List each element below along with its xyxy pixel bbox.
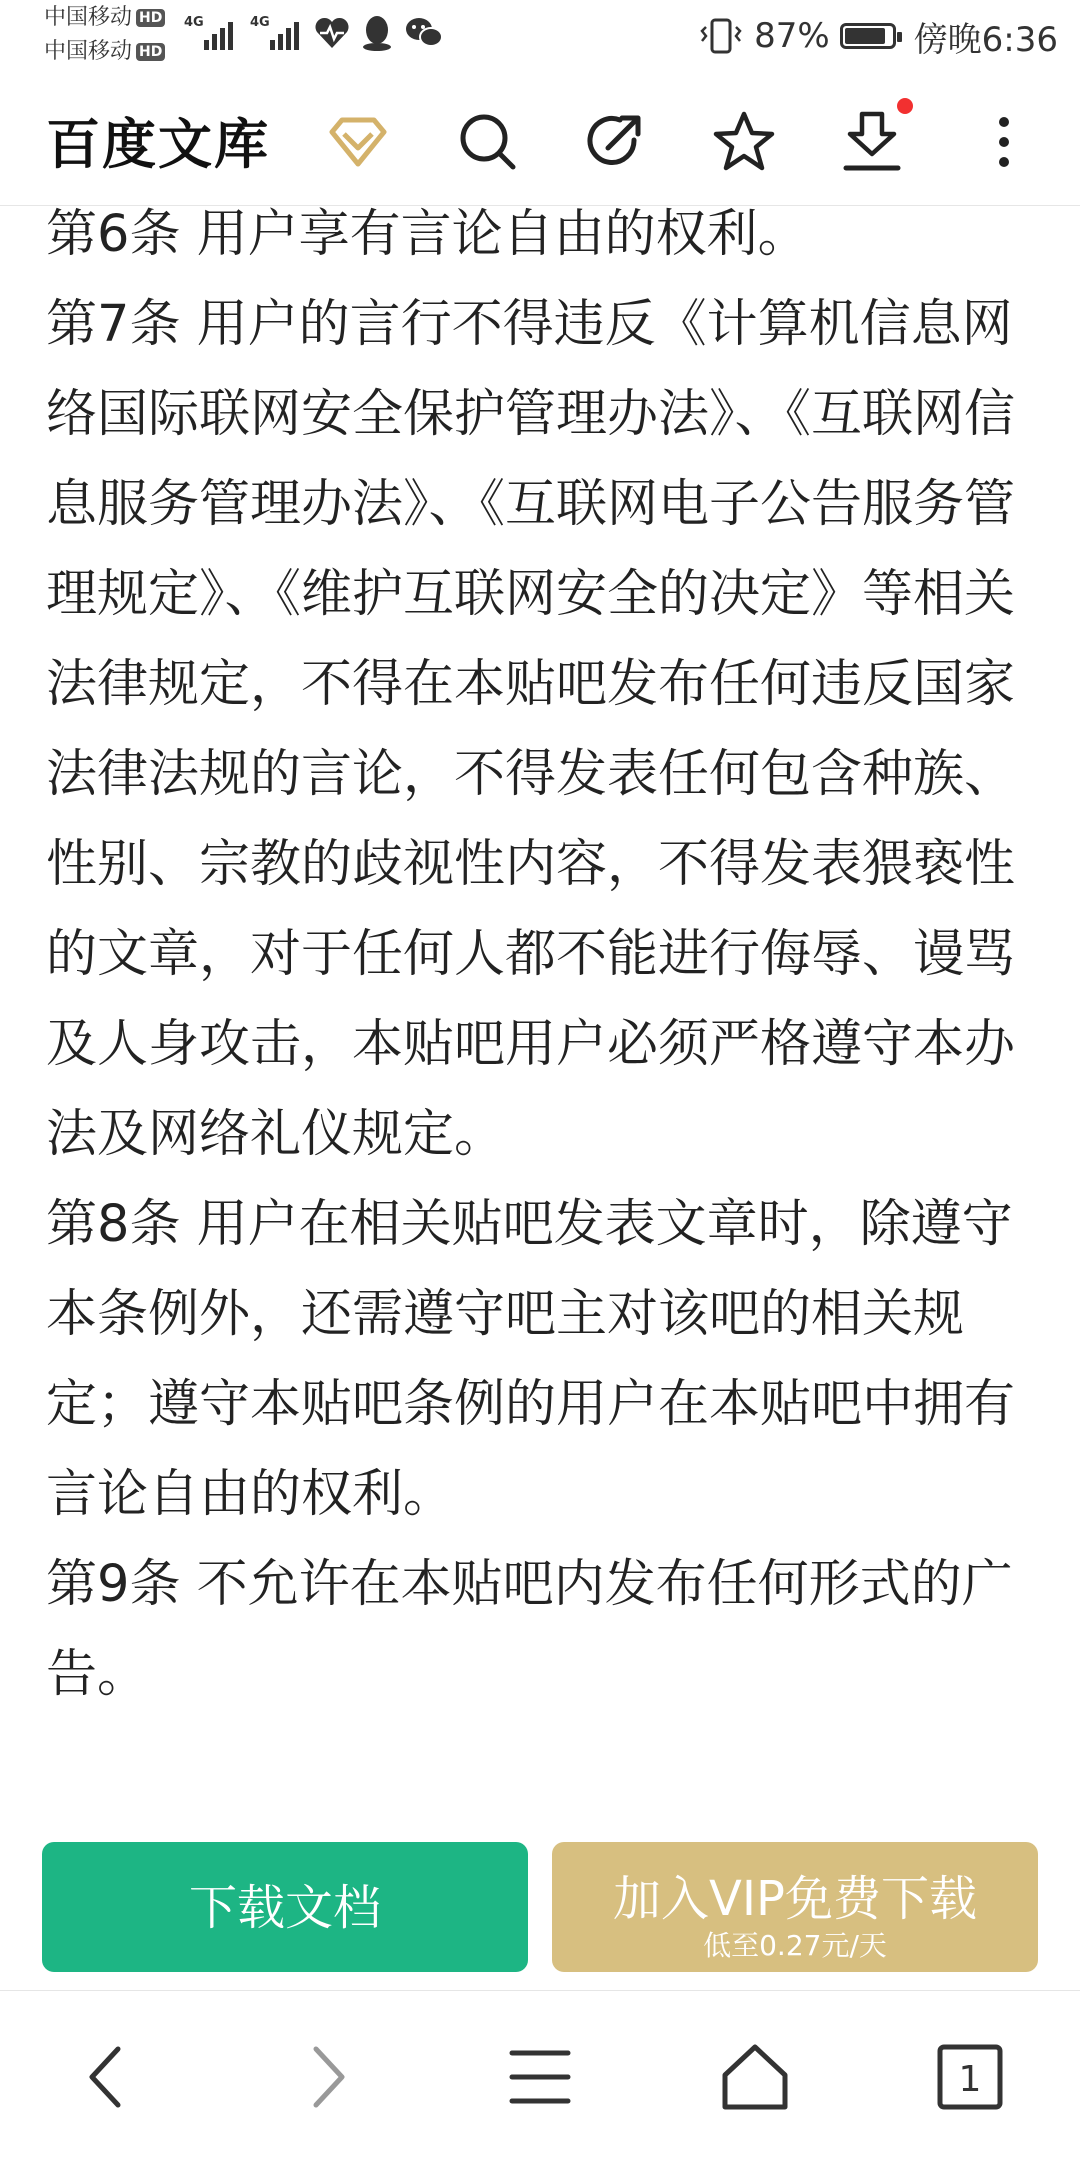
wechat-icon [404, 16, 444, 50]
notification-dot [894, 95, 916, 117]
battery-percent: 87% [754, 16, 830, 56]
search-icon[interactable] [456, 110, 520, 174]
join-vip-button[interactable] [552, 1842, 1038, 1972]
share-icon[interactable] [584, 110, 648, 174]
qq-icon [360, 14, 394, 52]
download-document-button[interactable]: 下载文档 [42, 1842, 528, 1972]
star-icon[interactable] [712, 110, 776, 174]
status-right [698, 12, 1058, 60]
app-title: 百度文库 [46, 113, 270, 176]
svg-text:4G: 4G [250, 15, 270, 30]
battery-fill [845, 28, 885, 44]
more-icon[interactable] [972, 110, 1036, 174]
back-icon[interactable] [68, 2037, 148, 2117]
home-icon[interactable] [715, 2037, 795, 2117]
status-bar [0, 0, 1080, 70]
paragraph-8: 第8条 用户在相关贴吧发表文章时，除遵守本条例外，还需遵守吧主对该吧的相关规定；遵守本贴吧条例的用户在本贴吧中拥有言论自由的权利。 [46, 1195, 1016, 1524]
vip-diamond-icon[interactable] [326, 110, 390, 174]
paragraph-7: 第7条 用户的言行不得违反《计算机信息网络国际联网安全保护管理办法》、《互联网信息服务管理办法》、《互联网电子公告服务管理规定》、《维护互联网安全的决定》等相关法律规定，不得在本贴吧发布任何违反国家法律法规的言论，不得发表任何包含种族、性别、宗教的歧视性内容，不得发表猥亵性的文章，对于任何人都不能进行侮辱、谩骂及人身攻击，本贴吧用户必须严格遵守本办法及网络礼仪规定。 [46, 295, 1016, 1164]
signal-icon-1 [184, 12, 244, 58]
hd-badge: HD [136, 9, 165, 27]
app-bar [0, 70, 1080, 206]
carrier-2: 中国移动 HD [44, 40, 165, 64]
bottom-nav [0, 1990, 1080, 2161]
vip-price-label: 低至0.27元/天 [703, 1929, 887, 1962]
vibrate-icon [698, 17, 744, 55]
hd-badge: HD [136, 43, 165, 61]
forward-icon[interactable] [286, 2037, 366, 2117]
health-icon [314, 16, 350, 50]
paragraph-9: 第9条 不允许在本贴吧内发布任何形式的广告。 [46, 1555, 1013, 1704]
battery-icon [840, 23, 896, 49]
signal-icon-2 [250, 12, 310, 58]
tab-count: 1 [958, 2059, 982, 2100]
tabs-icon[interactable] [930, 2037, 1010, 2117]
carrier-1: 中国移动 HD [44, 6, 165, 30]
document-content [46, 190, 1036, 1720]
clock: 傍晚6:36 [913, 19, 1058, 60]
download-icon[interactable] [840, 110, 904, 174]
svg-text:4G: 4G [184, 15, 204, 30]
vip-button-label: 加入VIP免费下载 [613, 1871, 977, 1927]
paragraph-6: 第6条 用户享有言论自由的权利。 [46, 205, 809, 264]
menu-icon[interactable] [500, 2037, 580, 2117]
